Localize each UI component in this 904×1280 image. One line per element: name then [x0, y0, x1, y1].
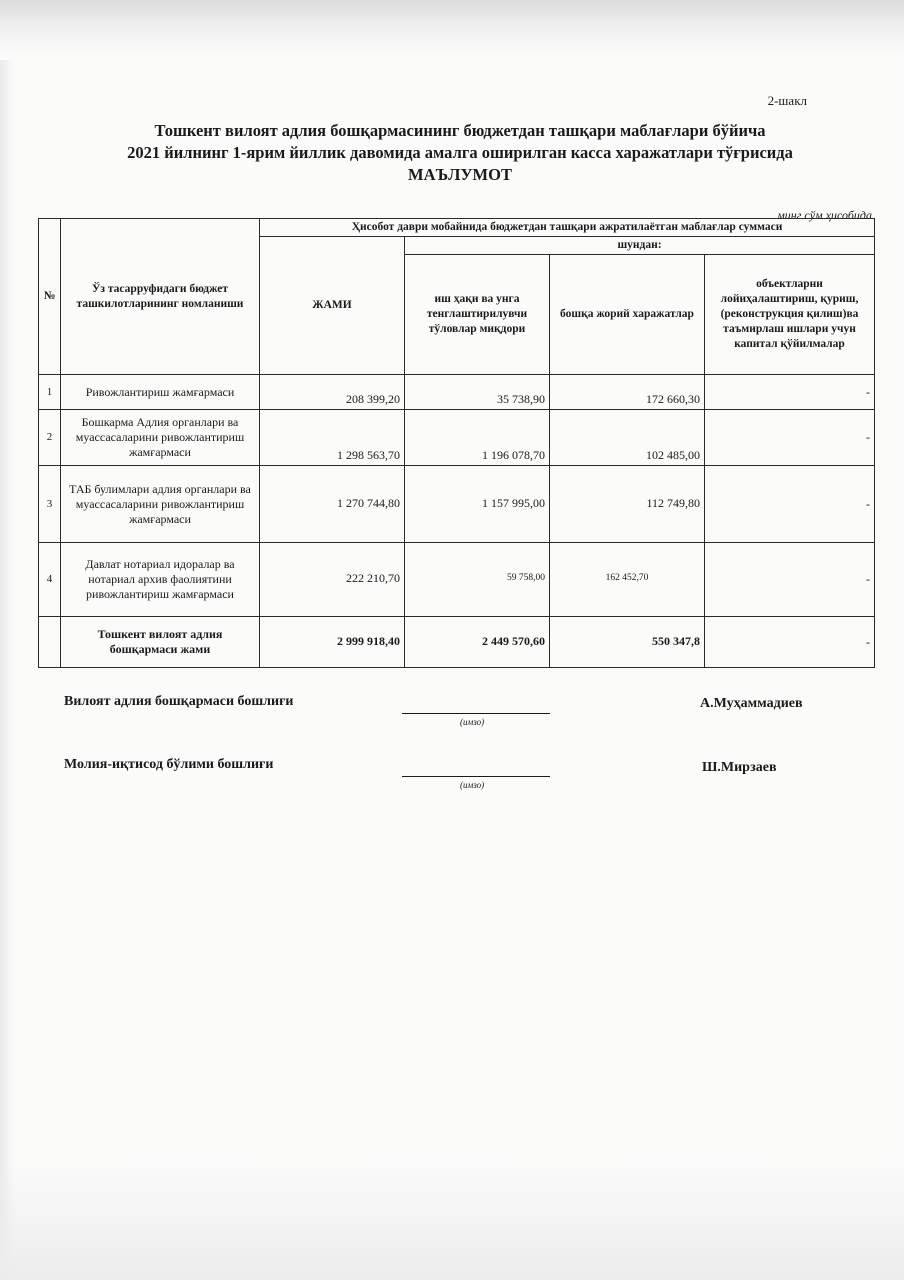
- scan-shadow-left: [0, 60, 14, 1280]
- row-capital: -: [705, 375, 875, 410]
- total-row-total: 2 999 918,40: [260, 617, 405, 668]
- total-row-other: 550 347,8: [550, 617, 705, 668]
- row-salary: 1 157 995,00: [405, 466, 550, 543]
- table-row: [39, 375, 875, 410]
- row-other: 162 452,70: [550, 543, 705, 617]
- title-line-1: Тошкент вилоят адлия бошқармасининг бюджетдан ташқари маблағлари бўйича: [154, 121, 766, 140]
- scan-shadow-bottom: [0, 1160, 904, 1280]
- row-num: 3: [39, 466, 61, 543]
- total-row-name: Тошкент вилоят адлия бошқармаси жами: [61, 617, 260, 668]
- header-num: №: [39, 219, 61, 375]
- row-num: 4: [39, 543, 61, 617]
- header-salary: иш ҳақи ва унга тенглаштирилувчи тўловлар миқдори: [405, 255, 550, 375]
- row-name: Бошкарма Адлия органлари ва муассасаларини ривожлантириш жамғармаси: [61, 410, 260, 466]
- title-line-2: 2021 йилнинг 1-ярим йиллик давомида амалга оширилган касса харажатлари тўғрисида: [127, 143, 793, 162]
- expenses-table: [38, 218, 875, 668]
- header-capital: объектларни лойиҳалаштириш, қуриш, (реконструкция қилиш)ва таъмирлаш ишлари учун капитал қўйилмалар: [705, 255, 875, 375]
- total-row-salary: 2 449 570,60: [405, 617, 550, 668]
- row-total: 208 399,20: [260, 375, 405, 410]
- row-capital: -: [705, 466, 875, 543]
- row-salary: 59 758,00: [405, 543, 550, 617]
- row-num: 2: [39, 410, 61, 466]
- scan-shadow-top: [0, 0, 904, 60]
- row-total: 1 298 563,70: [260, 410, 405, 466]
- row-total: 1 270 744,80: [260, 466, 405, 543]
- signature-line: [402, 776, 550, 777]
- header-total: ЖАМИ: [260, 237, 405, 375]
- row-capital: -: [705, 543, 875, 617]
- signature-line: [402, 713, 550, 714]
- row-name: Ривожлантириш жамғармаси: [61, 375, 260, 410]
- row-salary: 35 738,90: [405, 375, 550, 410]
- row-other: 112 749,80: [550, 466, 705, 543]
- row-name: ТАБ булимлари адлия органлари ва муассасаларини ривожлантириш жамғармаси: [61, 466, 260, 543]
- row-capital: -: [705, 410, 875, 466]
- table-row: [39, 466, 875, 543]
- signature-name: Ш.Мирзаев: [702, 760, 777, 775]
- total-row-num-cell: [39, 617, 61, 668]
- signature-name: А.Муҳаммадиев: [700, 696, 803, 711]
- header-period: Ҳисобот даври мобайнида бюджетдан ташқари ажратилаётган маблағлар суммаси: [260, 219, 875, 237]
- header-other: бошқа жорий харажатлар: [550, 255, 705, 375]
- signature-title: Вилоят адлия бошқармаси бошлиғи: [64, 694, 294, 709]
- document-title: [40, 120, 880, 186]
- table-row: [39, 410, 875, 466]
- total-row: [39, 617, 875, 668]
- header-of-which: шундан:: [405, 237, 875, 255]
- row-name: Давлат нотариал идоралар ва нотариал архив фаолиятини ривожлантириш жамғармаси: [61, 543, 260, 617]
- total-row-capital: -: [705, 617, 875, 668]
- row-num: 1: [39, 375, 61, 410]
- signature-caption: (имзо): [460, 717, 485, 727]
- signature-caption: (имзо): [460, 780, 485, 790]
- title-line-3: МАЪЛУМОТ: [408, 165, 512, 184]
- header-org: Ўз тасарруфидаги бюджет ташкилотларининг номланиши: [61, 219, 260, 375]
- row-total: 222 210,70: [260, 543, 405, 617]
- form-number: 2-шакл: [767, 93, 807, 108]
- row-salary: 1 196 078,70: [405, 410, 550, 466]
- table-row: [39, 543, 875, 617]
- row-other: 172 660,30: [550, 375, 705, 410]
- signature-title: Молия-иқтисод бўлими бошлиғи: [64, 757, 274, 772]
- units-note: минг сўм ҳисобида: [777, 208, 872, 222]
- row-other: 102 485,00: [550, 410, 705, 466]
